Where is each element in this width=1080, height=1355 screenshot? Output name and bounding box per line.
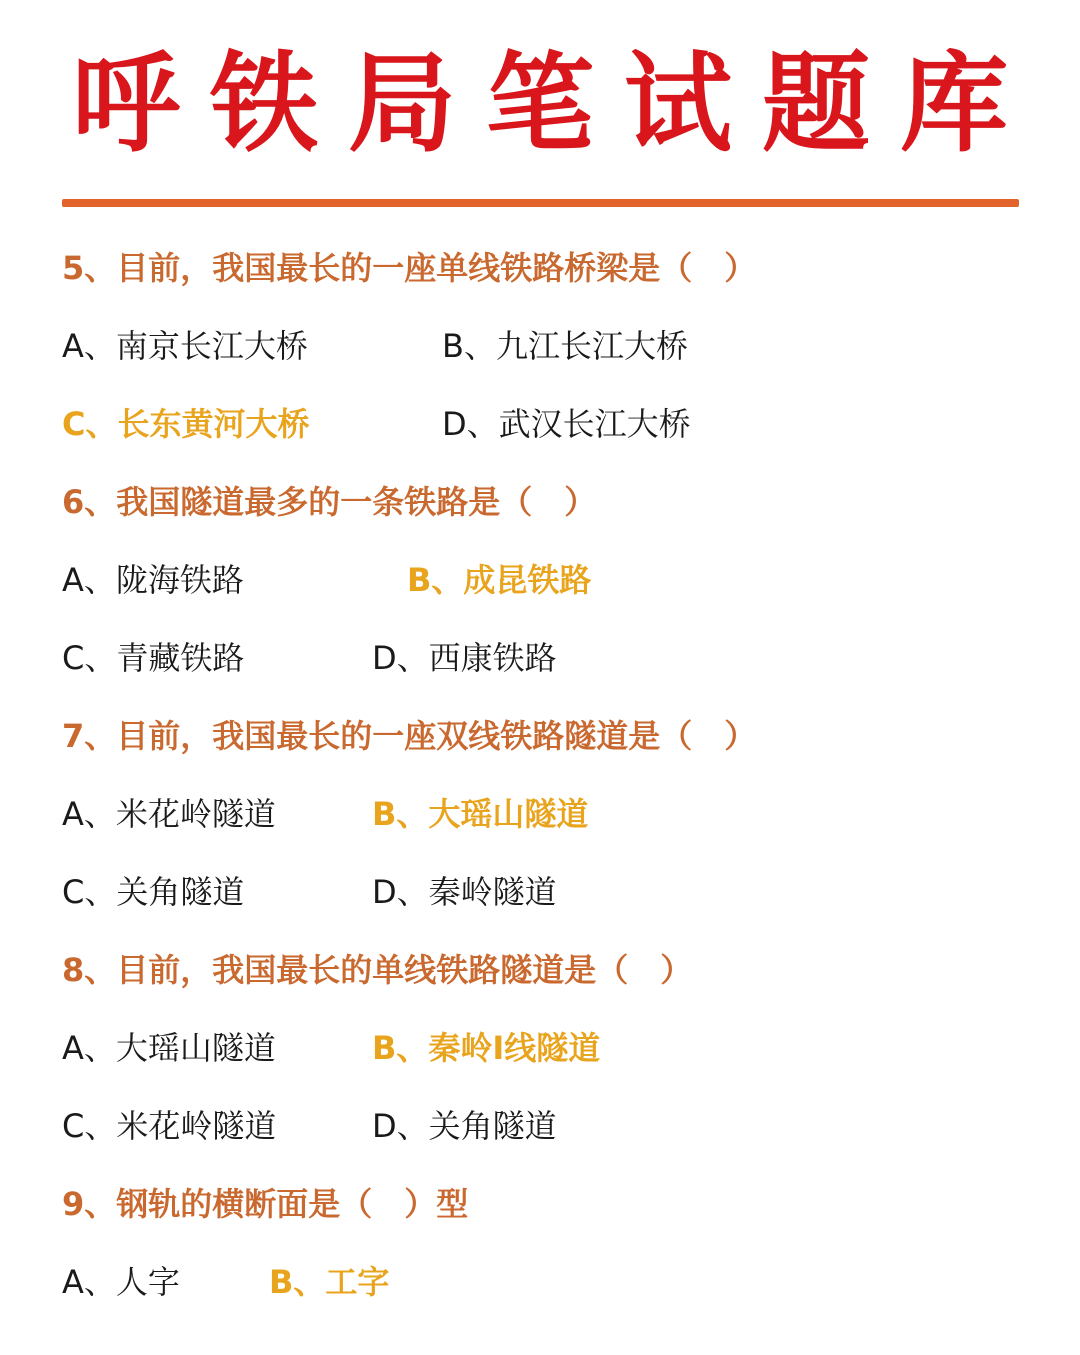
option-b[interactable]: B、大瑶山隧道 — [372, 795, 589, 833]
question-6: 6、我国隧道最多的一条铁路是（ ） — [62, 483, 597, 521]
title-divider — [62, 199, 1019, 207]
option-d[interactable]: D、武汉长江大桥 — [442, 405, 691, 443]
page-title: 呼铁局笔试题库 — [71, 42, 1038, 167]
option-d[interactable]: D、秦岭隧道 — [372, 873, 557, 911]
option-a[interactable]: A、米花岭隧道 — [62, 795, 276, 833]
question-8: 8、目前，我国最长的单线铁路隧道是（ ） — [62, 951, 693, 989]
option-d[interactable]: D、西康铁路 — [372, 639, 557, 677]
question-7: 7、目前，我国最长的一座双线铁路隧道是（ ） — [62, 717, 757, 755]
option-c[interactable]: C、米花岭隧道 — [62, 1107, 277, 1145]
option-c[interactable]: C、关角隧道 — [62, 873, 245, 911]
option-a[interactable]: A、陇海铁路 — [62, 561, 244, 599]
option-b[interactable]: B、秦岭I线隧道 — [372, 1029, 601, 1067]
option-a[interactable]: A、大瑶山隧道 — [62, 1029, 276, 1067]
question-9: 9、钢轨的横断面是（ ）型 — [62, 1185, 469, 1223]
option-b[interactable]: B、成昆铁路 — [407, 561, 592, 599]
option-a[interactable]: A、南京长江大桥 — [62, 327, 308, 365]
option-a[interactable]: A、人字 — [62, 1263, 180, 1301]
option-d[interactable]: D、关角隧道 — [372, 1107, 557, 1145]
option-c[interactable]: C、长东黄河大桥 — [62, 405, 310, 443]
option-c[interactable]: C、青藏铁路 — [62, 639, 245, 677]
question-5: 5、目前，我国最长的一座单线铁路桥梁是（ ） — [62, 249, 757, 287]
option-b[interactable]: B、工字 — [269, 1263, 390, 1301]
option-b[interactable]: B、九江长江大桥 — [442, 327, 688, 365]
